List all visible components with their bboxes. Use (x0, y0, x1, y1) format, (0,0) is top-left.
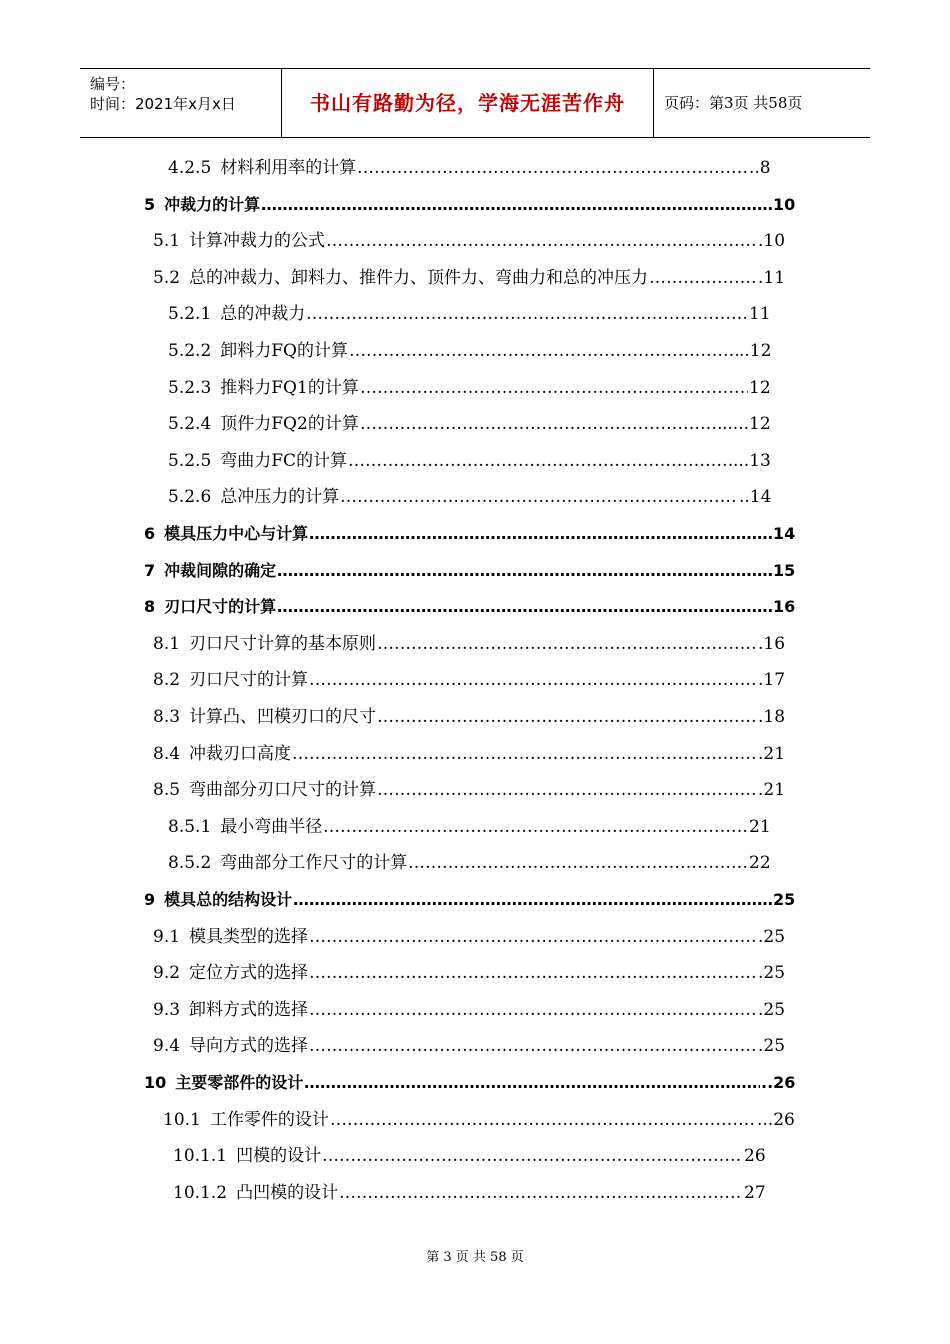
toc-entry[interactable] (144, 190, 795, 220)
toc-leader-dots (360, 409, 721, 439)
toc-entry-title: 计算凸、凹模刃口的尺寸 (189, 707, 377, 727)
toc-entry[interactable] (153, 629, 785, 659)
toc-entry-page: .11 (758, 267, 786, 288)
toc-entry-label (144, 885, 292, 915)
toc-entry-title: 弯曲部分刃口尺寸的计算 (189, 780, 377, 801)
toc-entry-label (153, 226, 325, 256)
toc-entry-label (153, 922, 308, 952)
toc-entry-page: .25 (758, 963, 786, 984)
toc-leader-dots (340, 482, 738, 512)
toc-leader-dots (348, 446, 732, 476)
toc-leader-dots (377, 775, 757, 805)
toc-entry[interactable] (168, 336, 771, 366)
toc-entry-page: .21 (758, 743, 786, 764)
toc-entry-page: 22 (749, 853, 771, 874)
toc-entry-label (153, 1031, 308, 1061)
toc-entry[interactable] (153, 226, 785, 256)
toc-entry-title: 模具压力中心与计算 (164, 524, 309, 543)
toc-entry-title: 卸料方式的选择 (189, 999, 309, 1020)
toc-entry-number: 5.2.1 (168, 304, 212, 325)
toc-entry-title: 刃口尺寸的计算 (164, 597, 277, 617)
toc-entry-title: 总的冲裁力、卸料力、推件力、顶件力、弯曲力和总的冲压力 (189, 267, 649, 288)
toc-leader-dots (330, 1105, 756, 1135)
toc-entry[interactable] (168, 812, 771, 842)
toc-entry[interactable] (173, 1178, 766, 1208)
toc-leader-dots (277, 556, 772, 586)
toc-entry-title: 总冲压力的计算 (220, 487, 340, 508)
toc-entry-label (144, 519, 308, 549)
toc-entry-title: 刃口尺寸的计算 (189, 670, 309, 691)
toc-leader-dots (408, 848, 748, 878)
toc-entry-title: 模具总的结构设计 (164, 890, 293, 909)
toc-entry-page: 10 (773, 194, 796, 214)
toc-entry-label (144, 592, 276, 622)
toc-entry-number: 9.4 (153, 1036, 181, 1057)
toc-entry-number: 8.5.1 (168, 816, 212, 837)
toc-entry[interactable] (153, 775, 785, 805)
toc-entry-page: 16 (773, 597, 796, 617)
toc-entry-label (168, 848, 407, 878)
toc-entry-number: 5.2 (153, 267, 181, 288)
toc-entry-label (168, 299, 305, 329)
toc-entry-page: .16 (758, 633, 786, 654)
toc-entry-number: 5 (144, 194, 156, 214)
toc-entry-page: 21 (749, 816, 771, 837)
toc-entry-number: 8.4 (153, 743, 181, 764)
toc-entry-number: 8.1 (153, 633, 181, 654)
toc-entry[interactable] (163, 1105, 795, 1135)
toc-entry-page: 15 (773, 560, 796, 580)
toc-entry-page: 12 (749, 377, 771, 398)
toc-entry[interactable] (153, 922, 785, 952)
toc-entry-title: 弯曲力FC的计算 (220, 450, 348, 471)
toc-entry-label (168, 373, 359, 403)
toc-entry-label (144, 190, 260, 220)
toc-entry-number: 5.2.5 (168, 450, 212, 471)
toc-entry-number: 10 (144, 1073, 167, 1092)
toc-entry-number: 5.2.4 (168, 414, 212, 435)
toc-entry[interactable] (168, 848, 771, 878)
toc-entry-label (168, 446, 347, 476)
toc-entry[interactable] (153, 702, 785, 732)
toc-entry-title: 弯曲部分工作尺寸的计算 (220, 853, 408, 874)
toc-entry-page: ..26 (761, 1073, 796, 1092)
toc-entry-label (163, 1105, 329, 1135)
toc-entry-title: 材料利用率的计算 (220, 158, 357, 178)
header-motto: 书山有路勤为径，学海无涯苦作舟 (282, 69, 654, 137)
toc-entry[interactable] (168, 409, 771, 439)
toc-entry[interactable] (144, 592, 795, 622)
toc-entry-number: 9.3 (153, 999, 181, 1020)
toc-leader-dots (309, 922, 757, 952)
date-label: 时间：2021年x月x日 (90, 95, 236, 113)
toc-entry[interactable] (168, 482, 771, 512)
toc-leader-dots (377, 702, 757, 732)
toc-entry-number: 10.1.1 (173, 1146, 228, 1167)
toc-leader-dots (349, 336, 738, 366)
toc-entry-page: .17 (758, 670, 786, 691)
toc-entry-label (153, 775, 376, 805)
toc-leader-dots (292, 739, 757, 769)
toc-leader-dots (306, 299, 748, 329)
toc-leader-dots (304, 1068, 760, 1098)
toc-entry-title: 凸凹模的设计 (236, 1182, 339, 1203)
toc-leader-dots (322, 1141, 743, 1171)
toc-leader-dots (323, 812, 748, 842)
toc-entry-title: 冲裁间隙的确定 (164, 560, 277, 580)
toc-entry-page: 25 (773, 890, 796, 909)
toc-entry-page: ...26 (757, 1109, 795, 1130)
toc-entry-number: 10.1.2 (173, 1182, 228, 1203)
toc-entry-page: ..12 (739, 341, 772, 361)
toc-entry-number: 6 (144, 524, 156, 543)
toc-entry[interactable] (153, 665, 785, 695)
toc-leader-dots (309, 1031, 757, 1061)
toc-entry-number: 5.2.3 (168, 377, 212, 398)
toc-entry[interactable] (153, 1031, 785, 1061)
code-label: 编号： (90, 75, 136, 93)
toc-entry-number: 5.2.6 (168, 487, 212, 508)
toc-entry-number: 4.2.5 (168, 158, 212, 178)
toc-entry-title: 模具类型的选择 (189, 926, 309, 947)
toc-entry-page: ..8 (749, 158, 771, 178)
toc-entry-title: 总的冲裁力 (220, 304, 306, 325)
toc-entry-label (168, 336, 348, 366)
toc-entry-page: 27 (744, 1182, 766, 1203)
toc-entry-number: 9 (144, 890, 156, 909)
toc-entry[interactable] (144, 885, 795, 915)
toc-entry-label (144, 1068, 303, 1098)
toc-entry-page: 14 (773, 524, 796, 543)
toc-entry-page: .25 (758, 1036, 786, 1057)
toc-entry-title: 卸料力FQ的计算 (220, 341, 348, 361)
page-footer: 第 3 页 共 58 页 (426, 1250, 524, 1265)
toc-leader-dots (309, 958, 757, 988)
toc-entry-label (168, 482, 339, 512)
toc-entry-page: .18 (758, 707, 786, 727)
toc-entry-number: 8 (144, 597, 156, 617)
toc-entry-number: 5.1 (153, 231, 181, 252)
toc-entry-label (153, 263, 648, 293)
toc-entry-page: .10 (758, 231, 786, 252)
toc-entry-label (144, 556, 276, 586)
document-header (80, 68, 870, 138)
toc-entry-label (168, 812, 322, 842)
toc-entry[interactable] (144, 519, 795, 549)
toc-entry-page: 11 (749, 304, 771, 325)
toc-entry-number: 8.2 (153, 670, 181, 691)
toc-entry-label (173, 1141, 321, 1171)
toc-entry-label (153, 629, 376, 659)
toc-entry-page: .....12 (722, 414, 771, 435)
toc-leader-dots (293, 885, 772, 915)
toc-leader-dots (326, 226, 757, 256)
toc-entry[interactable] (144, 556, 795, 586)
toc-entry-label (168, 409, 359, 439)
toc-entry-title: 凹模的设计 (236, 1146, 322, 1167)
toc-leader-dots (309, 519, 772, 549)
toc-entry-title: 刃口尺寸计算的基本原则 (189, 633, 377, 654)
toc-entry-number: 9.1 (153, 926, 181, 947)
toc-entry-title: 主要零部件的设计 (175, 1073, 304, 1092)
toc-entry[interactable] (153, 263, 785, 293)
toc-entry-title: 推料力FQ1的计算 (220, 377, 359, 398)
toc-leader-dots (277, 592, 772, 622)
toc-entry-title: 计算冲裁力的公式 (189, 231, 326, 252)
toc-leader-dots (261, 190, 772, 220)
toc-entry-label (153, 958, 308, 988)
toc-entry-page: .25 (758, 926, 786, 947)
toc-entry-label (153, 739, 291, 769)
toc-leader-dots (357, 153, 748, 183)
toc-entry-title: 冲裁力的计算 (164, 194, 261, 214)
toc-entry[interactable] (153, 995, 785, 1025)
toc-entry-title: 冲裁刃口高度 (189, 743, 292, 764)
toc-entry-label (168, 153, 356, 183)
toc-entry[interactable] (168, 446, 771, 476)
toc-entry[interactable] (153, 958, 785, 988)
toc-leader-dots (309, 665, 757, 695)
toc-entry-label (153, 665, 308, 695)
toc-entry-title: 定位方式的选择 (189, 963, 309, 984)
toc-entry-number: 7 (144, 560, 156, 580)
toc-entry-page: ...13 (733, 450, 771, 471)
toc-entry-number: 10.1 (163, 1109, 201, 1130)
toc-entry-label (153, 702, 376, 732)
toc-entry[interactable] (173, 1141, 766, 1171)
toc-leader-dots (649, 263, 757, 293)
toc-entry-page: 26 (744, 1146, 766, 1167)
toc-entry-title: 工作零件的设计 (209, 1109, 329, 1130)
toc-entry[interactable] (144, 1068, 795, 1098)
toc-entry-page: .21 (758, 780, 786, 801)
toc-entry-number: 8.5 (153, 780, 181, 801)
toc-entry-number: 8.5.2 (168, 853, 212, 874)
header-meta-cell (80, 69, 282, 137)
toc-entry-title: 最小弯曲半径 (220, 816, 323, 837)
toc-entry[interactable] (168, 153, 771, 183)
toc-entry-label (153, 995, 308, 1025)
toc-leader-dots (309, 995, 757, 1025)
toc-entry-number: 8.3 (153, 707, 181, 727)
toc-entry-number: 9.2 (153, 963, 181, 984)
toc-entry-title: 导向方式的选择 (189, 1036, 309, 1057)
toc-leader-dots (360, 373, 748, 403)
toc-leader-dots (339, 1178, 743, 1208)
toc-entry-number: 5.2.2 (168, 341, 212, 361)
toc-entry-title: 顶件力FQ2的计算 (220, 414, 359, 435)
toc-entry-page: ..14 (739, 487, 772, 508)
toc-entry[interactable] (153, 739, 785, 769)
toc-entry[interactable] (168, 299, 771, 329)
toc-entry-page: .25 (758, 999, 786, 1020)
header-page-info: 页码：第3页 共58页 (664, 94, 803, 112)
toc-entry-label (173, 1178, 338, 1208)
toc-leader-dots (377, 629, 757, 659)
toc-entry[interactable] (168, 373, 771, 403)
